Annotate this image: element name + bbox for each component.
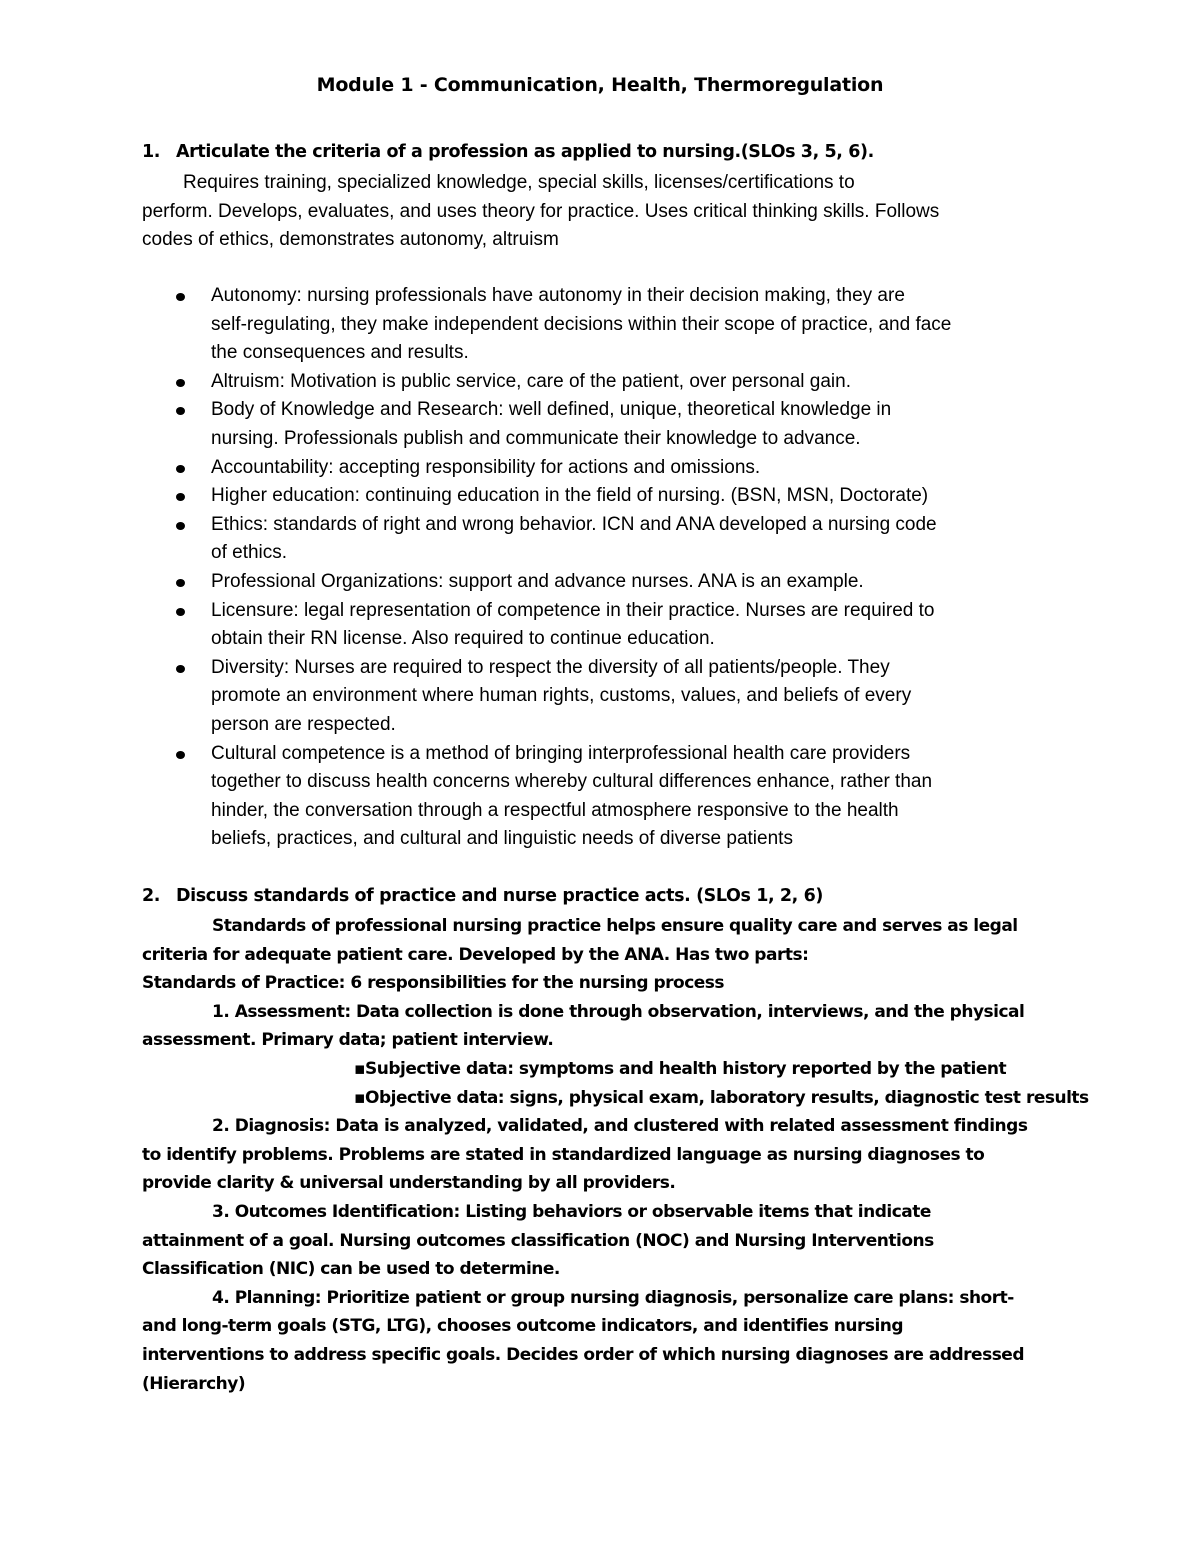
bullet-icon — [176, 407, 185, 415]
bullet-icon — [176, 608, 185, 616]
body-line: and long-term goals (STG, LTG), chooses outcome indicators, and identifies nursing — [142, 1316, 904, 1337]
question-2-body — [142, 912, 1089, 1398]
question-text: Articulate the criteria of a profession as applied to nursing.(SLOs 3, 5, 6). — [176, 142, 874, 162]
criteria-bullet-list — [142, 282, 1062, 854]
body-line: Standards of professional nursing practice helps ensure quality care and serves as legal — [212, 916, 1018, 936]
page-title: Module 1 - Communication, Health, Thermoregulation — [316, 74, 884, 96]
bullet-item-altruism: Altruism: Motivation is public service, care of the patient, over personal gain. — [142, 368, 1062, 397]
body-line: (Hierarchy) — [142, 1373, 246, 1394]
body-line: attainment of a goal. Nursing outcomes classification (NOC) and Nursing Interventions — [142, 1230, 934, 1251]
intro-line: codes of ethics, demonstrates autonomy, altruism — [142, 229, 559, 251]
question-2-heading — [142, 886, 823, 906]
bullet-icon — [176, 379, 185, 387]
body-line: 1. Assessment: Data collection is done through observation, interviews, and the physical — [212, 1001, 1025, 1022]
bullet-icon — [176, 665, 185, 673]
body-line: interventions to address specific goals. Decides order of which nursing diagnoses are addressed — [142, 1344, 1025, 1365]
body-line: provide clarity & universal understanding by all providers. — [142, 1173, 676, 1194]
bullet-item-licensure: Licensure: legal representation of competence in their practice. Nurses are required to obtain their RN license. Also required to continue education. — [142, 597, 1062, 654]
bullet-item-ethics: Ethics: standards of right and wrong behavior. ICN and ANA developed a nursing code of ethics. — [142, 511, 1062, 568]
bullet-icon — [176, 493, 185, 501]
question-1-intro — [142, 169, 1062, 255]
body-line: to identify problems. Problems are stated in standardized language as nursing diagnoses to — [142, 1144, 985, 1165]
body-line: 2. Diagnosis: Data is analyzed, validated, and clustered with related assessment findings — [212, 1116, 1028, 1137]
bullet-icon — [176, 751, 185, 759]
body-line: ▪Objective data: signs, physical exam, laboratory results, diagnostic test results — [354, 1087, 1089, 1108]
bullet-item-organizations: Professional Organizations: support and advance nurses. ANA is an example. — [142, 568, 1062, 597]
intro-line: perform. Develops, evaluates, and uses theory for practice. Uses critical thinking skills. Follows — [142, 200, 940, 222]
bullet-item-diversity: Diversity: Nurses are required to respect the diversity of all patients/people. They promote an environment where human rights, customs, values, and beliefs of every person are respected. — [142, 654, 1062, 740]
body-line: Classification (NIC) can be used to determine. — [142, 1259, 560, 1280]
intro-line: Requires training, specialized knowledge, special skills, licenses/certifications to — [183, 172, 855, 193]
body-line: ▪Subjective data: symptoms and health history reported by the patient — [354, 1058, 1007, 1079]
bullet-icon — [176, 522, 185, 530]
bullet-icon — [176, 579, 185, 587]
bullet-item-knowledge: Body of Knowledge and Research: well defined, unique, theoretical knowledge in nursing. Professionals publish and communicate their knowledge to advance. — [142, 396, 1062, 453]
body-line: 3. Outcomes Identification: Listing behaviors or observable items that indicate — [212, 1201, 931, 1222]
bullet-item-autonomy: Autonomy: nursing professionals have autonomy in their decision making, they are self-regulating, they make independent decisions within their scope of practice, and face the consequences and results. — [142, 282, 1062, 368]
body-line: 4. Planning: Prioritize patient or group nursing diagnosis, personalize care plans: short- — [212, 1287, 1014, 1308]
bullet-icon — [176, 293, 185, 301]
question-1-heading — [142, 142, 874, 162]
bullet-item-cultural-competence: Cultural competence is a method of bringing interprofessional health care providers together to discuss health concerns whereby cultural differences enhance, rather than hinder, the conversation through a respectful atmosphere responsive to the health beliefs, practices, and cultural and linguistic needs of diverse patients — [142, 740, 1062, 854]
body-line: Standards of Practice: 6 responsibilities for the nursing process — [142, 973, 725, 994]
bullet-icon — [176, 465, 185, 473]
question-number: 2. — [142, 886, 161, 906]
body-line: criteria for adequate patient care. Developed by the ANA. Has two parts: — [142, 944, 809, 965]
question-number: 1. — [142, 142, 161, 162]
question-text: Discuss standards of practice and nurse practice acts. (SLOs 1, 2, 6) — [176, 886, 823, 906]
bullet-item-accountability: Accountability: accepting responsibility for actions and omissions. — [142, 454, 1062, 483]
body-line: assessment. Primary data; patient interview. — [142, 1030, 554, 1051]
bullet-item-education: Higher education: continuing education in the field of nursing. (BSN, MSN, Doctorate) — [142, 482, 1062, 511]
